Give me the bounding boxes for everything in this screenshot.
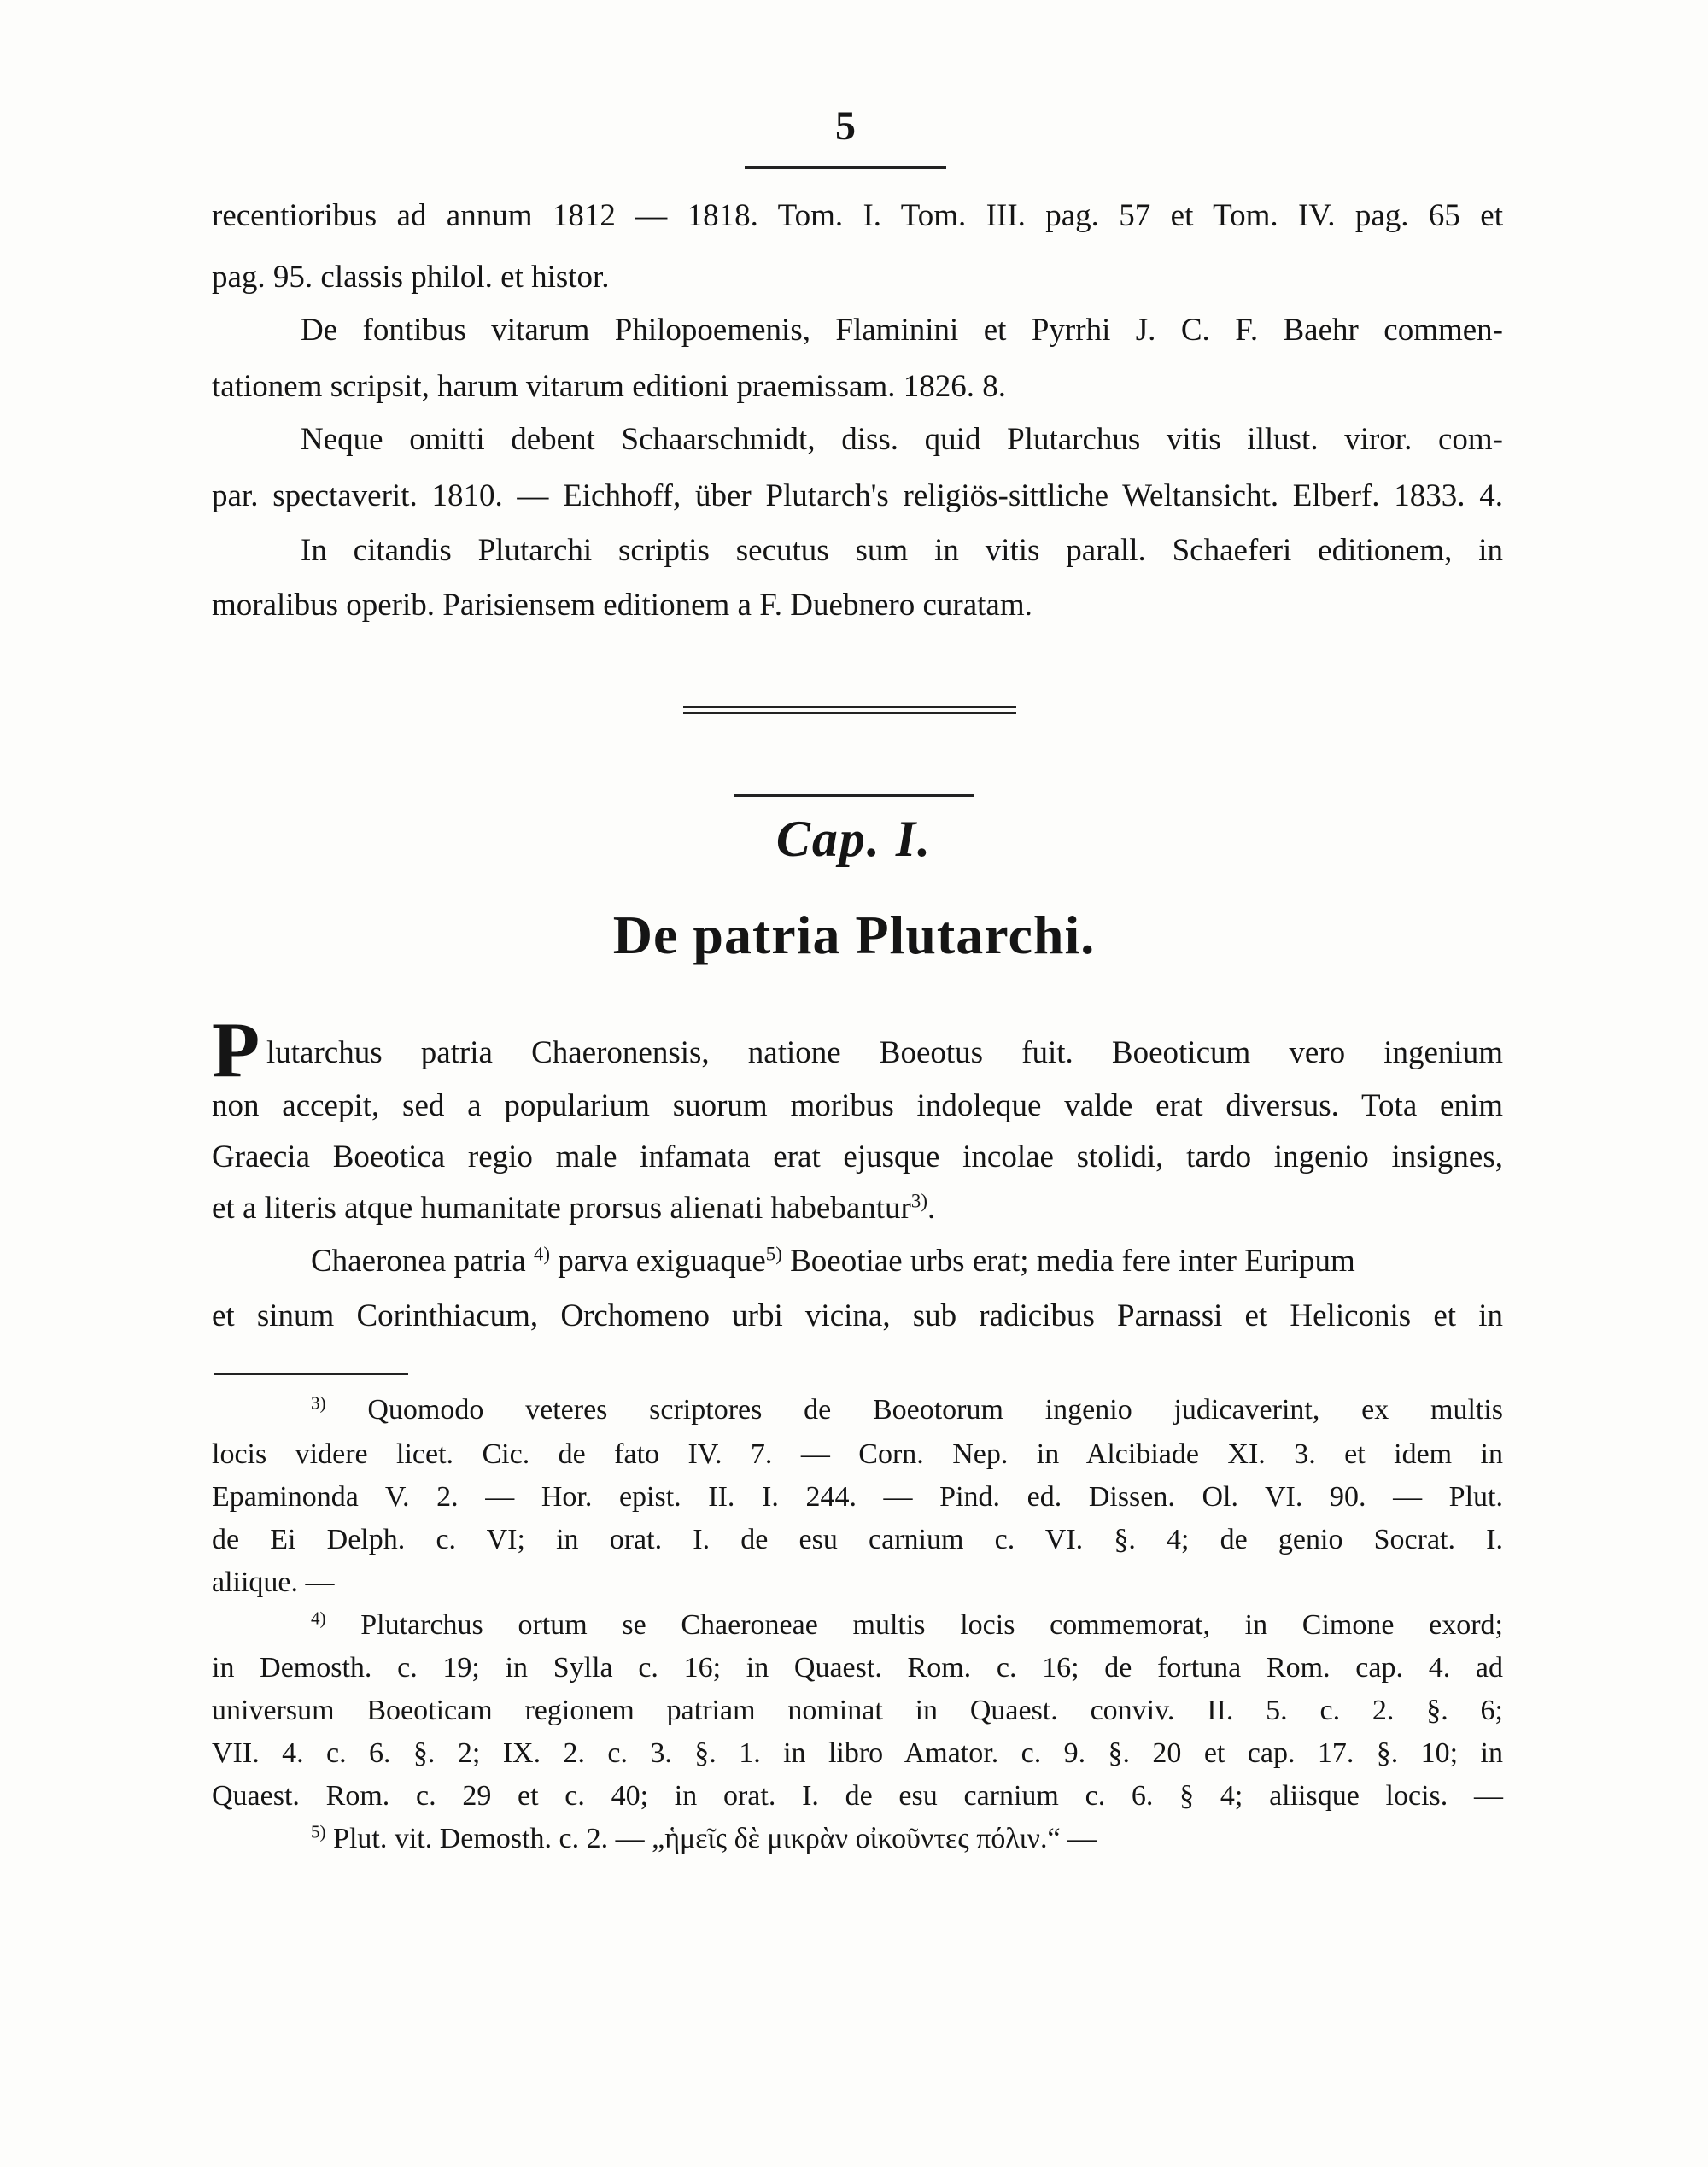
footnote-line: universum Boeoticam regionem patriam nominat in Quaest. conviv. II. 5. c. 2. §. 6;	[212, 1695, 1503, 1726]
footnote-line: $^{5)}$ Plut. vit. Demosth. c. 2. — „ἡμεῖς δὲ μικρὰν οἰκοῦντες πόλιν.“ —	[311, 1821, 1097, 1854]
intro-line: tationem scripsit, harum vitarum editioni praemissam. 1826. 8.	[212, 369, 1006, 404]
intro-line: moralibus operib. Parisiensem editionem a F. Duebnero curatam.	[212, 588, 1032, 623]
section-separator	[683, 706, 1016, 708]
body-line: non accepit, sed a popularium suorum moribus indoleque valde erat diversus. Tota enim	[212, 1088, 1503, 1123]
chapter-label: Cap. I.	[775, 811, 933, 867]
body-line: et sinum Corinthiacum, Orchomeno urbi vicina, sub radicibus Parnassi et Heliconis et in	[212, 1298, 1503, 1333]
section-separator	[683, 712, 1016, 714]
chapter-title: De patria Plutarchi.	[612, 905, 1096, 965]
intro-line: pag. 95. classis philol. et histor.	[212, 260, 610, 295]
footnote-line: $^{3)}$ Quomodo veteres scriptores de Boeotorum ingenio judicaverint, ex multis	[311, 1392, 1504, 1426]
body-line: lutarchus patria Chaeronensis, natione Boeotus fuit. Boeoticum vero ingenium	[266, 1035, 1503, 1070]
page-number-rule	[745, 166, 946, 169]
intro-line: Neque omitti debent Schaarschmidt, diss. quid Plutarchus vitis illust. viror. com-	[301, 422, 1503, 457]
intro-line: par. spectaverit. 1810. — Eichhoff, über Plutarch's religiös-sittliche Weltansicht. Elberf. 1833. 4.	[212, 478, 1503, 513]
footnote-rule	[214, 1373, 408, 1375]
body-line: Chaeronea patria $^{4)}$ parva exiguaque$^{5)}$ Boeotiae urbs erat; media fere inter Euripum	[311, 1243, 1355, 1279]
intro-line: De fontibus vitarum Philopoemenis, Flaminini et Pyrrhi J. C. F. Baehr commen-	[301, 313, 1503, 348]
footnote-line: Quaest. Rom. c. 29 et c. 40; in orat. I. de esu carnium c. 6. § 4; aliisque locis. —	[212, 1780, 1503, 1812]
body-line: et a literis atque humanitate prorsus alienati habebantur$^{3)}$.	[212, 1190, 936, 1226]
chapter-rule	[734, 794, 974, 797]
footnote-line: aliique. —	[212, 1567, 335, 1598]
footnote-line: de Ei Delph. c. VI; in orat. I. de esu carnium c. VI. §. 4; de genio Socrat. I.	[212, 1524, 1503, 1555]
page-number: 5	[835, 103, 856, 149]
intro-line: recentioribus ad annum 1812 — 1818. Tom. I. Tom. III. pag. 57 et Tom. IV. pag. 65 et	[212, 198, 1503, 233]
footnote-line: $^{4)}$ Plutarchus ortum se Chaeroneae multis locis commemorat, in Cimone exord;	[311, 1608, 1504, 1641]
intro-line: In citandis Plutarchi scriptis secutus sum in vitis parall. Schaeferi editionem, in	[301, 533, 1503, 568]
footnote-line: VII. 4. c. 6. §. 2; IX. 2. c. 3. §. 1. in libro Amator. c. 9. §. 20 et cap. 17. §. 10; in	[212, 1737, 1503, 1769]
footnote-line: Epaminonda V. 2. — Hor. epist. II. I. 244. — Pind. ed. Dissen. Ol. VI. 90. — Plut.	[212, 1481, 1503, 1513]
footnote-line: locis videre licet. Cic. de fato IV. 7. — Corn. Nep. in Alcibiade XI. 3. et idem in	[212, 1438, 1503, 1470]
footnote-line: in Demosth. c. 19; in Sylla c. 16; in Quaest. Rom. c. 16; de fortuna Rom. cap. 4. ad	[212, 1652, 1503, 1684]
body-line: Graecia Boeotica regio male infamata erat ejusque incolae stolidi, tardo ingenio insignes,	[212, 1139, 1503, 1174]
drop-cap: P	[212, 1006, 260, 1093]
